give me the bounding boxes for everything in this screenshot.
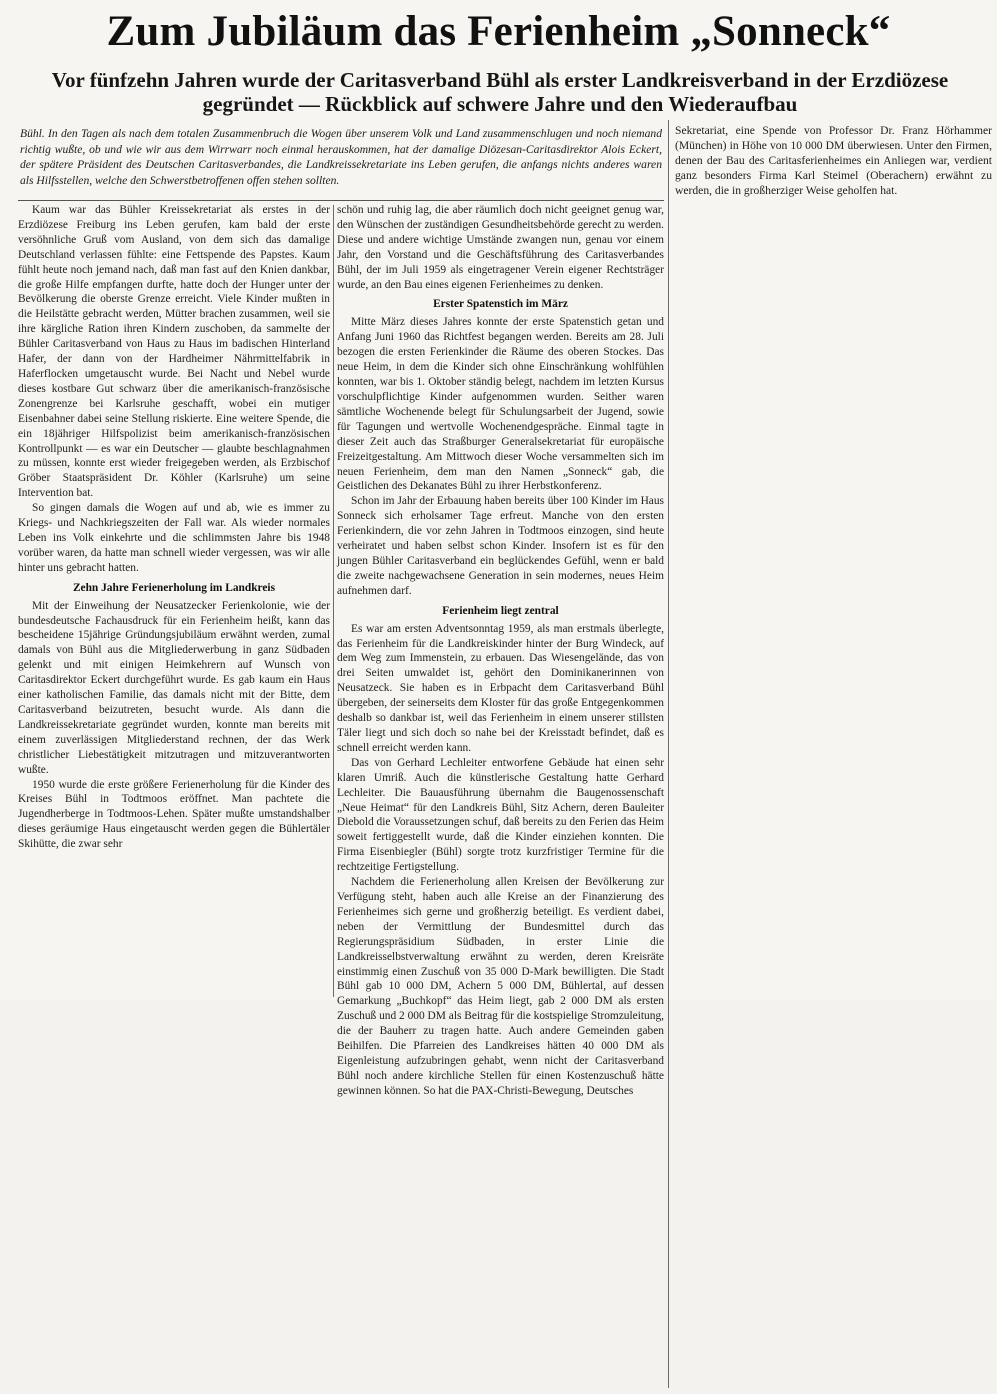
headline: Zum Jubiläum das Ferienheim „Sonneck“	[106, 8, 891, 55]
paragraph: schön und ruhig lag, die aber räumlich doch nicht geeignet genug war, den Wünschen der zuständigen Gesundheitsbehörde gerecht zu werden. Diese und andere wichtige Umstände zwangen nun, genau vor einem Jahr, den Vorstand und die Geschäftsführung des Caritasverbandes Bühl, der im Juli 1959 als eingetragener Verein eigener Rechtsträger wurde, an den Bau eines eigenen Ferienheimes zu denken.	[337, 204, 664, 291]
section-heading: Erster Spatenstich im März	[433, 298, 568, 311]
article-column-1	[18, 203, 330, 852]
section-heading: Ferienheim liegt zentral	[442, 604, 559, 617]
paragraph: Nachdem die Ferienerholung allen Kreisen der Bevölkerung zur Verfügung steht, haben auch alle Kreise an der Finanzierung des Ferienheimes sich gerne und großherzig beteiligt. Es verdient dabei, neben der Vermittlung der Bundesmittel durch das Regierungspräsidium Südbaden, in erster Linie die Landkreisselbstverwaltung erwähnt zu werden, deren Kreisräte einstimmig einen Zuschuß von 35 000 D-Mark bewilligten. Die Stadt Bühl gab 10 000 DM, Achern 5 000 DM, Bühlertal, auf dessen Gemarkung „Buchkopf“ das Heim liegt, gab 2 000 DM als ersten Zuschuß und 2 000 DM als Beitrag für die kostspielige Stromzuleitung, die der Bauherr zu tragen hatte. Auch andere Gemeinden gaben Beihilfen. Die Pfarreien des Landkreises hätten 40 000 DM als Eigenleistung aufzubringen gehabt, wenn nicht der Caritasverband Bühl noch andere kirchliche Stellen für einen Kostenzuschuß hätte gewinnen können. So hat die PAX-Christi-Bewegung, Deutsches	[337, 876, 664, 1097]
section-heading: Zehn Jahre Ferienerholung im Landkreis	[72, 581, 276, 594]
paragraph: Sekretariat, eine Spende von Professor Dr. Franz Hörhammer (München) in Höhe von 10 000 DM überwiesen. Unter den Firmen, denen der Bau des Caritasferienheimes ein Anliegen war, verdient ganz besonders Firma Karl Steimel (Oberachern) erwähnt zu werden, die in großherziger Weise geholfen hat.	[675, 124, 992, 197]
lead-separator-rule	[18, 200, 664, 201]
paragraph: 1950 wurde die erste größere Ferienerholung für die Kinder des Kreises Bühl in Todtmoos eröffnet. Man pachtete die Jugendherberge in Todtmoos-Lehen. Später mußte umstandshalber dieses geräumige Haus eingetauscht werden gegen die Bühlertäler Skihütte, die zwar sehr	[18, 778, 330, 851]
paragraph: Es war am ersten Adventsonntag 1959, als man erstmals überlegte, das Ferienheim für die Landkreiskinder hinter der Burg Windeck, auf dem Weg zum Immenstein, zu erbauen. Das Wiesengelände, das von drei Seiten umwaldet ist, gehört den Dominikanerinnen von Neusatzeck. Sie haben es in Erbpacht dem Caritasverband Bühl übergeben, der seinerseits dem Kloster für das große Entgegenkommen deshalb so dankbar ist, weil das Ferienheim in einem unserer stillsten Täler liegt und sich doch so nahe bei der Kreisstadt befindet, daß es schnell erreicht werden kann.	[337, 622, 664, 754]
paragraph: Mit der Einweihung der Neusatzecker Ferienkolonie, wie der bundesdeutsche Fachausdruck für ein Ferienheim heißt, kann das bescheidene 15jährige Gründungsjubiläum erwähnt werden, zumal damals von Bühl aus die Mitgliederwerbung in ganz Südbaden gelenkt und mit einigen Heimkehrern auf Wunsch von Caritasdirektor Eckert durchgeführt wurde. Es gab kaum ein Haus einer katholischen Familie, das damals nicht mit der Bitte, dem Caritasverband beizutreten, besucht wurde. Als dann die Landkreissekretariate gegründet wurden, konnte man bereits mit einem zuverlässigen Mitgliederstand rechnen, der das Werk christlicher Liebestätigkeit mitzutragen und mitzuverantworten wußte.	[18, 599, 330, 776]
article-column-2	[337, 203, 664, 1099]
paragraph: Schon im Jahr der Erbauung haben bereits über 100 Kinder im Haus Sonneck sich erholsamer Tage erfreut. Manche von den ersten Ferienkindern, die vor zehn Jahren in Todtmoos einzogen, sind heute verheiratet und haben selbst schon Kinder. Insofern ist es für den jungen Bühler Caritasverband ein beglückendes Gefühl, wenn er bald die zweite nachgewachsene Generation in sein modernes, neues Heim aufnehmen darf.	[337, 495, 664, 597]
column-rule-left	[333, 205, 334, 997]
paragraph: Kaum war das Bühler Kreissekretariat als erstes in der Erzdiözese Freiburg ins Leben gerufen, kam bald der erste versöhnliche Gruß vom Ausland, von dem sich das damalige Deutschland verlassen fühlte: eine Fettspende des Papstes. Kaum fühlt heute noch jemand nach, daß man fast auf den Knien dankbar, die große Hilfe empfangen durfte, hatte doch der Hunger unter der Bevölkerung die oberste Grenze erreicht. Viele Kinder mußten in die Heilstätte gebracht werden, Mütter brachen zusammen, weil sie ihre kärgliche Ration ihren Kindern zuschoben, da sammelte der Bühler Caritasverband von Haus zu Haus im badischen Hinterland Hafer, der dann von der Hardheimer Nährmittelfabrik in Haferflocken umgetauscht wurde. Bei Nacht und Nebel wurde dieses kostbare Gut schwarz über die amerikanisch-französische Zonengrenze bei Karlsruhe geschafft, wobei ein mutiger Eisenbahner dabei seine Stellung riskierte. Eine weitere Spende, die ein 18jähriger Hilfspolizist beim amerikanisch-französischen Kontrollpunkt — es war ein Deutscher — glaubte beschlagnahmen zu müssen, konnte erst wieder freigegeben werden, als Erzbischof Gröber Staatspräsident Dr. Köhler (Karlsruhe) um seine Intervention bat.	[18, 204, 330, 500]
paragraph: Mitte März dieses Jahres konnte der erste Spatenstich getan und Anfang Juni 1960 das Richtfest begangen werden. Bereits am 28. Juli bezogen die ersten Ferienkinder die Räume des oberen Stockes. Das neue Heim, in dem die Kinder sich ohne Einschränkung wohlfühlen konnten, war bis 1. Oktober ständig belegt, nachdem im letzten Kursus vorschulpflichtige Kinder aufgenommen wurden. Seither waren sämtliche Wochenende belegt für Schulungsarbeit der Jugend, sowie für Tagungen und wertvolle Wochenendgespräche. Einmal tagte in dieser Zeit auch das Straßburger Generalsekretariat für europäische Freizeitgestaltung. Am Mittwoch dieser Woche versammelten sich im neuen Ferienheim, dem man den Namen „Sonneck“ gab, die Geistlichen des Dekanates Bühl zu ihrer Herbstkonferenz.	[337, 316, 664, 493]
column-rule-right	[668, 120, 669, 1388]
article-column-3	[675, 123, 992, 198]
paragraph: Das von Gerhard Lechleiter entworfene Gebäude hat einen sehr klaren Umriß. Auch die künstlerische Gestaltung hatte Gerhard Lechleiter. Die Bauausführung übernahm die Baugenossenschaft „Neue Heimat“ für den Landkreis Bühl, Sitz Achern, deren Bauleiter Diebold die Voraussetzungen schuf, daß bereits zu den Ferien das Heim soweit fertiggestellt wurde, daß die Kinder einziehen konnten. Die Firma Eisenbiegler (Bühl) sorgte trotz kurzfristiger Termine für die rechtzeitige Fertigstellung.	[337, 756, 664, 874]
subheadline: Vor fünfzehn Jahren wurde der Caritasverband Bühl als erster Landkreisverband in der Erzdiözese gegründet — Rückblick auf schwere Jahre und den Wiederaufbau	[51, 68, 949, 116]
paragraph: So gingen damals die Wogen auf und ab, wie es immer zu Kriegs- und Nachkriegszeiten der Fall war. Als wieder normales Leben ins Volk einkehrte und die schlimmsten Jahre bis 1948 vorüber waren, da hatte man schnell wieder vergessen, was wir alle hinter uns gebracht hatten.	[18, 502, 330, 574]
lead-paragraph: Bühl. In den Tagen als nach dem totalen Zusammenbruch die Wogen über unserem Volk und Land zusammenschlugen und noch niemand richtig wußte, ob und wie wir aus dem Wirrwarr noch einmal herauskommen, hat der damalige Diözesan-Caritasdirektor Alois Eckert, der spätere Präsident des Deutschen Caritasverbandes, die Landkreissekretariate ins Leben gerufen, die anfangs nichts anderes waren als Hilfsstellen, welche den Schwerstbetroffenen offen stehen sollten.	[20, 127, 662, 187]
